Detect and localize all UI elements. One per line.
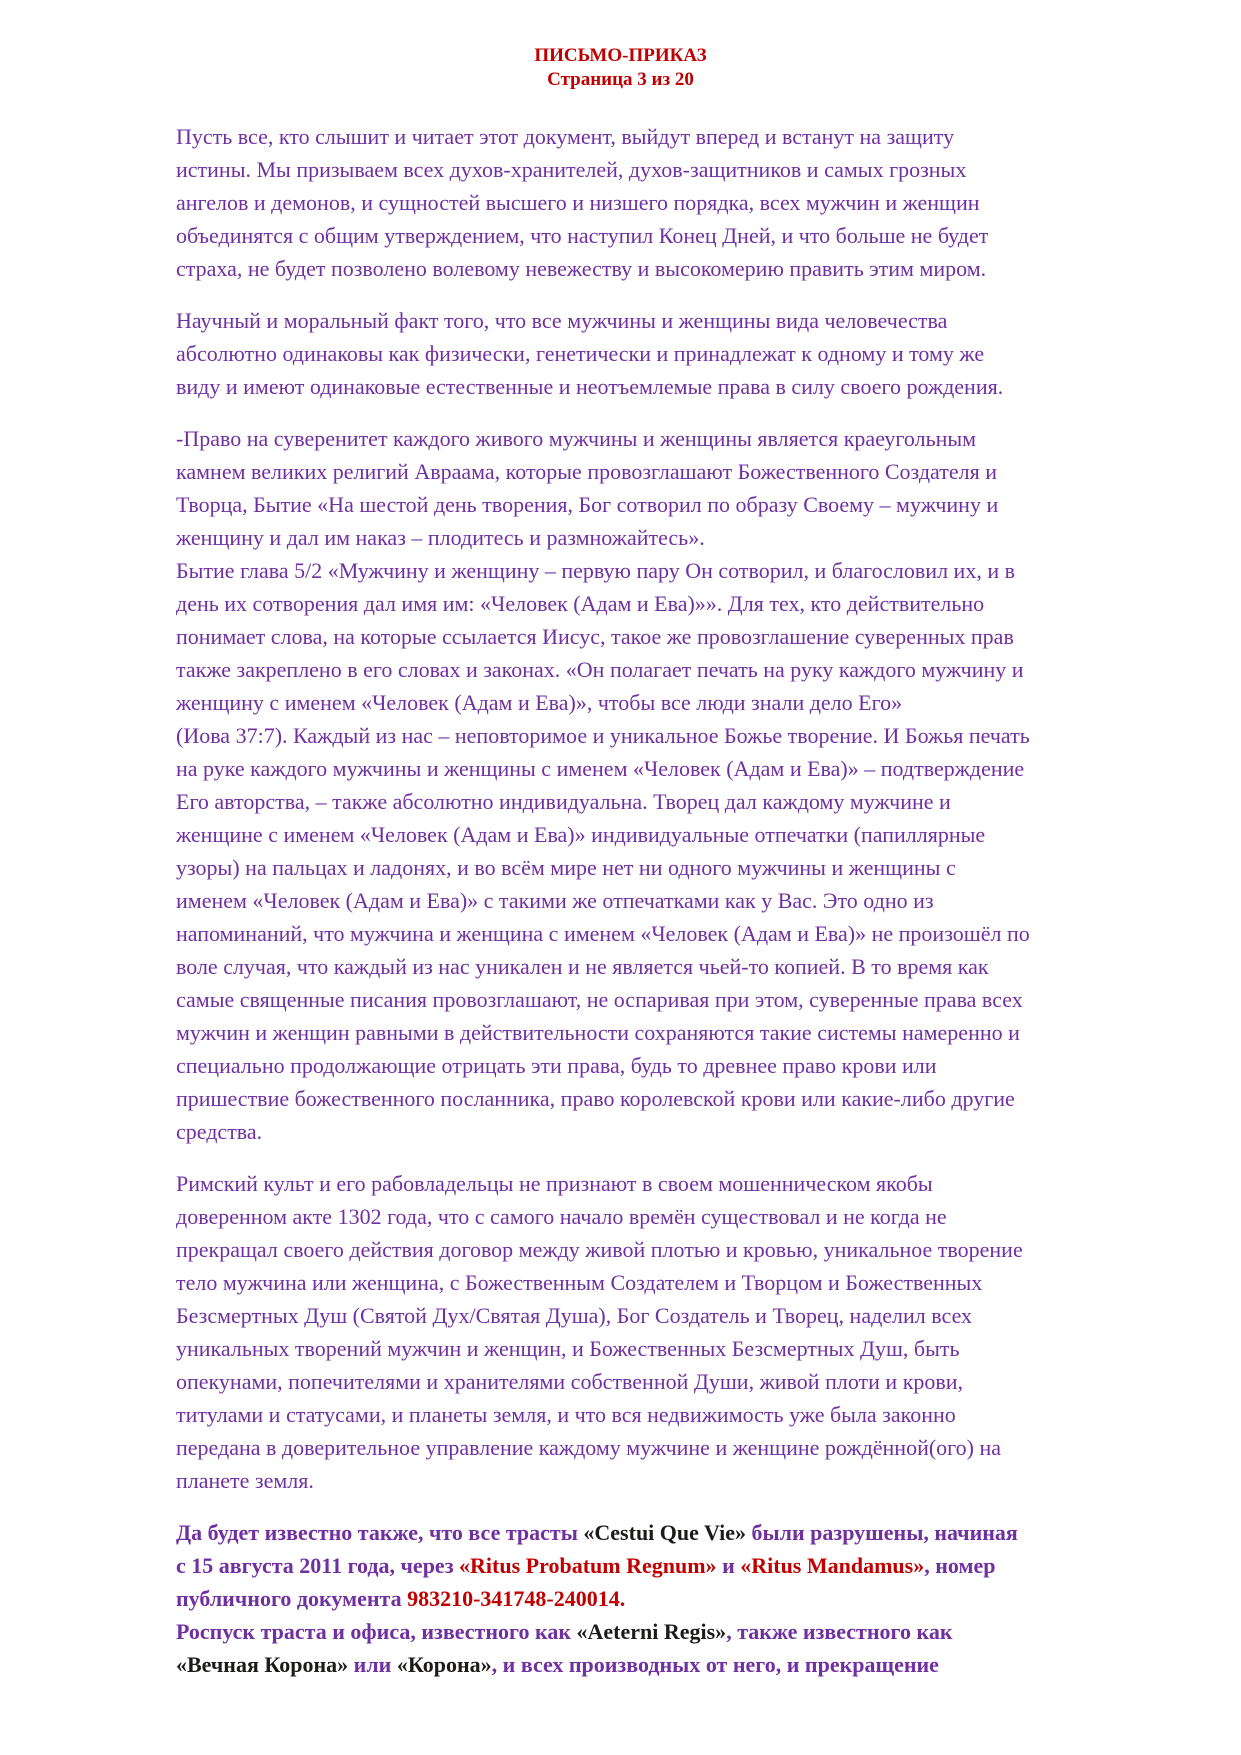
- page-number: Страница 3 из 20: [547, 69, 694, 90]
- paragraph-4: [176, 1167, 1156, 1497]
- bold-text: Да будет известно также, что все трасты: [176, 1520, 584, 1545]
- text-line: женщину с именем «Человек (Адам и Ева)», чтобы все люди знали дело Его»: [176, 690, 903, 715]
- text-line: страха, не будет позволено волевому невежеству и высокомерию править этим миром.: [176, 256, 987, 281]
- bold-line-2: [176, 1549, 1156, 1582]
- document-body: [176, 120, 1156, 1681]
- bold-text: или: [348, 1652, 397, 1677]
- text-line: (Иова 37:7). Каждый из нас – неповторимое и уникальное Божье творение. И Божья печать: [176, 723, 1030, 748]
- text-line: именем «Человек (Адам и Ева)» с такими же отпечатками как у Вас. Это одно из: [176, 888, 934, 913]
- trust-name: «Cestui Que Vie»: [583, 1520, 746, 1545]
- text-line: уникальных творений мужчин и женщин, и Божественных Безсмертных Душ, быть: [176, 1336, 960, 1361]
- document-number: 983210-341748-240014.: [407, 1586, 626, 1611]
- ritus-mandamus: «Ritus Mandamus»: [740, 1553, 925, 1578]
- text-line: узоры) на пальцах и ладонях, и во всём мире нет ни одного мужчины и женщины с: [176, 855, 956, 880]
- text-line: специально продолжающие отрицать эти права, будь то древнее право крови или: [176, 1053, 937, 1078]
- text-line: виду и имеют одинаковые естественные и неотъемлемые права в силу своего рождения.: [176, 374, 1004, 399]
- bold-declaration: [176, 1516, 1156, 1681]
- text-line: понимает слова, на которые ссылается Иисус, такое же провозглашение суверенных прав: [176, 624, 1014, 649]
- text-line: прекращал своего действия договор между живой плотью и кровью, уникальное творение: [176, 1237, 1023, 1262]
- bold-line-3: [176, 1582, 1156, 1615]
- document-title: ПИСЬМО-ПРИКАЗ: [534, 45, 707, 66]
- text-line: мужчин и женщин равными в действительности сохраняются такие системы намеренно и: [176, 1020, 1020, 1045]
- text-line: также закреплено в его словах и законах. «Он полагает печать на руку каждого мужчину и: [176, 657, 1024, 682]
- bold-text: были разрушены, начиная: [745, 1520, 1018, 1545]
- text-line: Римский культ и его рабовладельцы не признают в своем мошенническом якобы: [176, 1171, 933, 1196]
- text-line: средства.: [176, 1119, 263, 1144]
- text-line: ангелов и демонов, и сущностей высшего и низшего порядка, всех мужчин и женщин: [176, 190, 980, 215]
- text-line: на руке каждого мужчины и женщины с именем «Человек (Адам и Ева)» – подтверждение: [176, 756, 1025, 781]
- bold-text: с 15 августа 2011 года, через: [176, 1553, 460, 1578]
- bold-line-1: [176, 1516, 1156, 1549]
- text-line: женщине с именем «Человек (Адам и Ева)» индивидуальные отпечатки (папиллярные: [176, 822, 986, 847]
- bold-text: и: [716, 1553, 741, 1578]
- bold-text: Роспуск траста и офиса, известного как: [176, 1619, 577, 1644]
- crown: «Корона»: [396, 1652, 492, 1677]
- paragraph-3: [176, 422, 1156, 1148]
- ritus-probatum: «Ritus Probatum Regnum»: [459, 1553, 717, 1578]
- paragraph-2: [176, 304, 1156, 403]
- text-line: объединятся с общим утверждением, что наступил Конец Дней, и что больше не будет: [176, 223, 989, 248]
- bold-text: публичного документа: [176, 1586, 408, 1611]
- text-line: -Право на суверенитет каждого живого мужчины и женщины является краеугольным: [176, 426, 977, 451]
- bold-line-4: [176, 1615, 1156, 1648]
- text-line: Безсмертных Душ (Святой Дух/Святая Душа), Бог Создатель и Творец, наделил всех: [176, 1303, 973, 1328]
- text-line: доверенном акте 1302 года, что с самого начало времён существовал и не когда не: [176, 1204, 947, 1229]
- text-line: самые священные писания провозглашают, не оспаривая при этом, суверенные права всех: [176, 987, 1023, 1012]
- bold-text: , и всех производных от него, и прекращение: [491, 1652, 939, 1677]
- text-line: титулами и статусами, и планеты земля, и что вся недвижимость уже была законно: [176, 1402, 956, 1427]
- text-line: напоминаний, что мужчина и женщина с именем «Человек (Адам и Ева)» не произошёл по: [176, 921, 1030, 946]
- text-line: Пусть все, кто слышит и читает этот документ, выйдут вперед и встанут на защиту: [176, 124, 955, 149]
- text-line: Бытие глава 5/2 «Мужчину и женщину – первую пару Он сотворил, и благословил их, и в: [176, 558, 1015, 583]
- bold-line-5: [176, 1648, 1156, 1681]
- text-line: абсолютно одинаковы как физически, генетически и принадлежат к одному и тому же: [176, 341, 985, 366]
- bold-text: , номер: [924, 1553, 996, 1578]
- text-line: пришествие божественного посланника, право королевской крови или какие-либо другие: [176, 1086, 1015, 1111]
- text-line: воле случая, что каждый из нас уникален и не является чьей-то копией. В то время как: [176, 954, 989, 979]
- text-line: Научный и моральный факт того, что все мужчины и женщины вида человечества: [176, 308, 948, 333]
- bold-text: , также известного как: [726, 1619, 953, 1644]
- text-line: передана в доверительное управление каждому мужчине и женщине рождённой(ого) на: [176, 1435, 1002, 1460]
- text-line: опекунами, попечителями и хранителями собственной Души, живой плоти и крови,: [176, 1369, 964, 1394]
- text-line: Его авторства, – также абсолютно индивидуальна. Творец дал каждому мужчине и: [176, 789, 951, 814]
- text-line: камнем великих религий Авраама, которые провозглашают Божественного Создателя и: [176, 459, 997, 484]
- text-line: тело мужчина или женщина, с Божественным Создателем и Творцом и Божественных: [176, 1270, 983, 1295]
- text-line: Творца, Бытие «На шестой день творения, Бог сотворил по образу Своему – мужчину и: [176, 492, 999, 517]
- text-line: день их сотворения дал имя им: «Человек (Адам и Ева)»». Для тех, кто действительно: [176, 591, 985, 616]
- paragraph-1: [176, 120, 1156, 285]
- document-header: [0, 44, 1241, 92]
- text-line: женщину и дал им наказ – плодитесь и размножайтесь».: [176, 525, 705, 550]
- text-line: истины. Мы призываем всех духов-хранителей, духов-защитников и самых грозных: [176, 157, 967, 182]
- eternal-crown: «Вечная Корона»: [176, 1652, 349, 1677]
- aeterni-regis: «Aeterni Regis»: [576, 1619, 727, 1644]
- text-line: планете земля.: [176, 1468, 314, 1493]
